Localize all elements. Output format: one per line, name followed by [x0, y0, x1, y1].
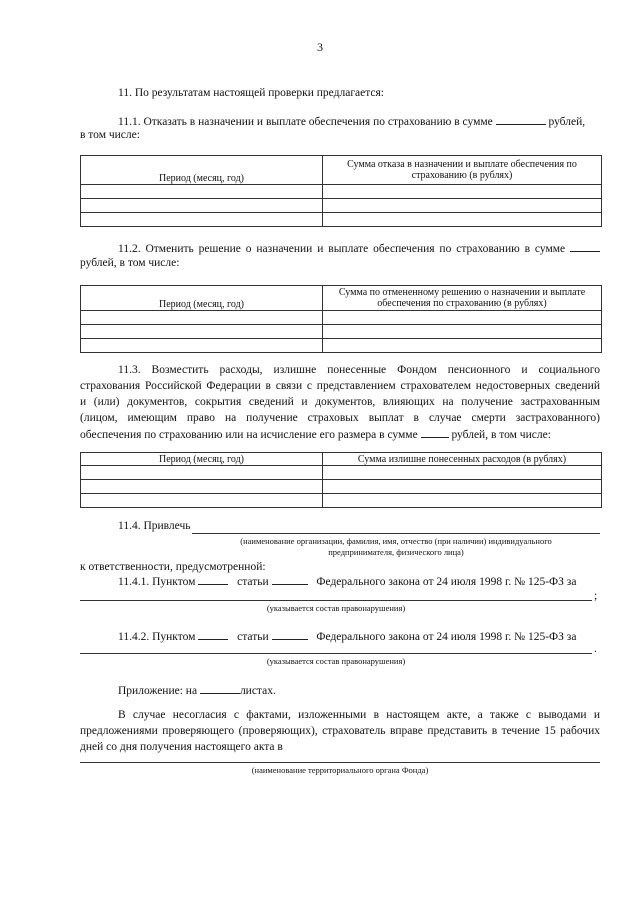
section-11-2-text-a: 11.2. Отменить решение о назначении и выплате обеспечения по страхованию в сумме [118, 243, 566, 255]
table-cell[interactable] [323, 325, 602, 339]
point-blank-11-4-1[interactable] [198, 572, 228, 585]
item-11-4-1-c: Федерального закона от 24 июля 1998 г. № 125-ФЗ за [316, 576, 577, 588]
table-cell[interactable] [81, 480, 323, 494]
table-11-2-header-period: Период (месяц, год) [81, 286, 323, 311]
table-cell[interactable] [323, 185, 602, 199]
table-cell[interactable] [81, 213, 323, 227]
section-11-3-line5a: обеспечения по страхованию или на исчисление его размера в сумме [80, 429, 418, 441]
section-11-1-text-c: в том числе: [80, 129, 140, 141]
responsibility-text: к ответственности, предусмотренной: [80, 561, 266, 573]
item-11-4-1-b: статьи [237, 576, 269, 588]
violation-caption-1: (указывается состав правонарушения) [266, 603, 406, 613]
item-11-4-2 [118, 627, 600, 645]
table-cell[interactable] [81, 325, 323, 339]
appendix-label-b: листах. [239, 685, 276, 697]
table-cell[interactable] [323, 199, 602, 213]
section-11-4-label: 11.4. Привлечь [118, 520, 191, 532]
section-11-heading: 11. По результатам настоящей проверки предлагается: [118, 87, 384, 99]
table-cell[interactable] [323, 480, 602, 494]
item-11-4-2-a: 11.4.2. Пунктом [118, 631, 196, 643]
table-11-2-header-amount: Сумма по отмененному решению о назначении и выплате обеспечения по страхованию (в рублях) [323, 286, 602, 311]
appendix-label-a: Приложение: на [118, 685, 198, 697]
table-cell[interactable] [81, 339, 323, 353]
section-11-2-text [118, 239, 600, 257]
attract-caption-1: (наименование организации, фамилия, имя, отчество (при наличии) индивидуального [240, 536, 552, 546]
violation-blank-line-1[interactable] [80, 600, 592, 601]
section-11-3-line5b: рублей, в том числе: [451, 429, 551, 441]
section-11-3-line5 [80, 425, 600, 443]
amount-blank-11-2[interactable] [570, 239, 600, 252]
article-blank-11-4-2[interactable] [272, 627, 308, 640]
violation-blank-line-2[interactable] [80, 653, 592, 654]
page-number: 3 [317, 40, 323, 54]
table-11-3-header-amount: Сумма излишне понесенных расходов (в рублях) [323, 453, 602, 466]
section-11-3-line4: (лицом, имеющим право на получение страховых выплат в случае смерти застрахованного) [80, 412, 600, 424]
amount-blank-11-3[interactable] [421, 425, 449, 438]
table-cell[interactable] [323, 311, 602, 325]
appendix [118, 681, 276, 699]
item-11-4-2-end: . [594, 643, 597, 655]
table-11-1-header-period: Период (месяц, год) [81, 156, 323, 185]
section-11-3-line1: 11.3. Возместить расходы, излишне понесенные Фондом пенсионного и социального [118, 364, 600, 376]
point-blank-11-4-2[interactable] [198, 627, 228, 640]
violation-caption-2: (указывается состав правонарушения) [266, 656, 406, 666]
table-cell[interactable] [81, 199, 323, 213]
section-11-2-text-b: рублей, в том числе: [80, 257, 180, 269]
table-11-3-header-period: Период (месяц, год) [81, 453, 323, 466]
table-cell[interactable] [323, 466, 602, 480]
section-11-1-text-b: рублей, [548, 116, 586, 128]
section-11-3-line3: и (или) документов, сокрытия сведений и документов, влияющих на получение застрахованным [80, 396, 600, 408]
table-11-2 [80, 285, 602, 353]
table-cell[interactable] [81, 494, 323, 508]
table-cell[interactable] [81, 466, 323, 480]
fund-office-blank-line[interactable] [80, 762, 600, 763]
disagree-line1: В случае несогласия с фактами, изложенными в настоящем акте, а также с выводами и [118, 709, 600, 721]
table-11-1 [80, 155, 602, 227]
table-cell[interactable] [81, 311, 323, 325]
attract-blank-line[interactable] [192, 533, 600, 534]
section-11-1-text-a: 11.1. Отказать в назначении и выплате обеспечения по страхованию в сумме [118, 116, 493, 128]
amount-blank-11-1[interactable] [496, 112, 546, 125]
item-11-4-1-end: ; [594, 590, 598, 602]
disagree-line2: предложениями проверяющего (проверяющих), страхователь вправе представить в течение 15 рабочих [80, 725, 600, 737]
table-11-1-header-amount: Сумма отказа в назначении и выплате обеспечения по страхованию (в рублях) [323, 156, 602, 185]
item-11-4-2-c: Федерального закона от 24 июля 1998 г. № 125-ФЗ за [316, 631, 577, 643]
sheets-count-blank[interactable] [200, 681, 240, 694]
item-11-4-1 [118, 572, 600, 590]
section-11-1-text [118, 112, 600, 130]
section-11-3-line2: страхования Российской Федерации в связи с представлением страхователем недостоверных сведений [80, 380, 600, 392]
article-blank-11-4-1[interactable] [272, 572, 308, 585]
fund-office-caption: (наименование территориального органа Фонда) [251, 765, 429, 775]
table-cell[interactable] [81, 185, 323, 199]
item-11-4-2-b: статьи [237, 631, 269, 643]
table-cell[interactable] [323, 213, 602, 227]
table-11-3 [80, 452, 602, 508]
table-cell[interactable] [323, 494, 602, 508]
attract-caption-2: предпринимателя, физического лица) [328, 547, 464, 557]
item-11-4-1-a: 11.4.1. Пунктом [118, 576, 196, 588]
disagree-line3: дней со дня получения настоящего акта в [80, 741, 283, 753]
table-cell[interactable] [323, 339, 602, 353]
